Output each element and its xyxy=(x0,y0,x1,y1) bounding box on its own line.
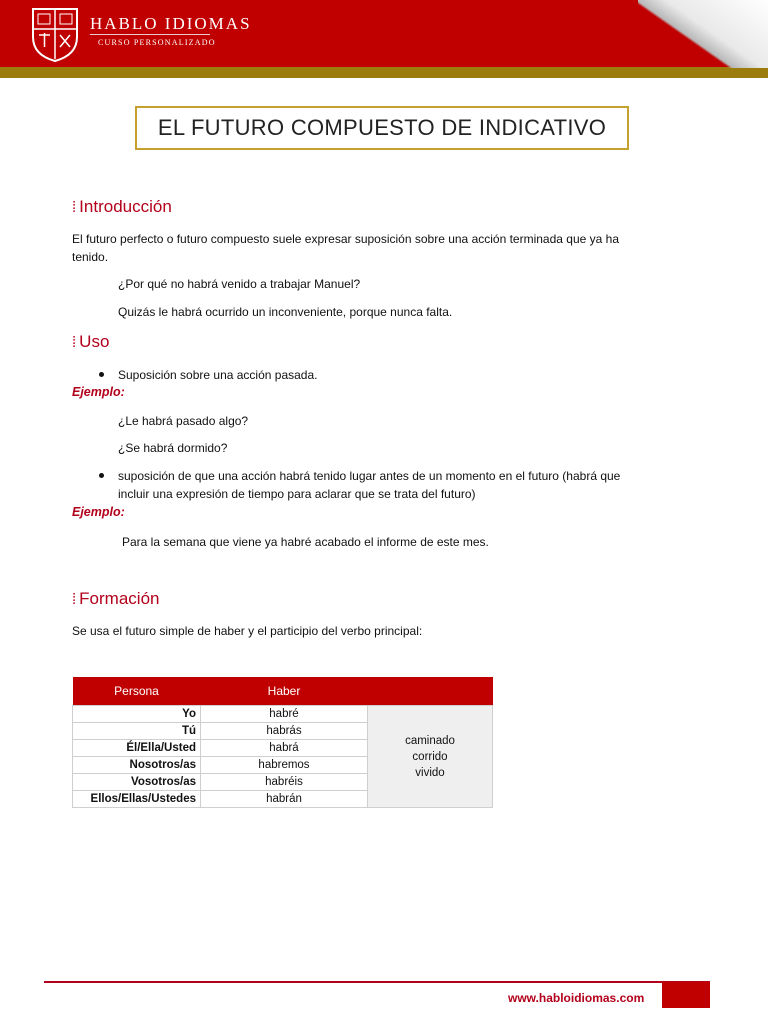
persona-cell: Yo xyxy=(73,706,201,723)
intro-example-1: ¿Por qué no habrá venido a trabajar Manuel? xyxy=(118,277,361,291)
participle-item: corrido xyxy=(412,750,448,763)
footer-red-block xyxy=(662,982,710,1008)
participle-item: caminado xyxy=(405,734,455,747)
haber-cell: habrás xyxy=(201,723,368,740)
column-header-haber: Haber xyxy=(201,677,368,706)
persona-cell: Vosotros/as xyxy=(73,774,201,791)
section-title: Formación xyxy=(79,589,160,608)
uso-example-1b: ¿Se habrá dormido? xyxy=(118,441,228,455)
formacion-line: Se usa el futuro simple de haber y el participio del verbo principal: xyxy=(72,624,423,638)
section-heading-introduccion xyxy=(72,197,172,217)
participle-item: vivido xyxy=(415,766,445,779)
section-marker-icon: ⁞ xyxy=(72,590,76,608)
section-marker-icon: ⁞ xyxy=(72,198,76,216)
haber-cell: habréis xyxy=(201,774,368,791)
page-header xyxy=(0,0,768,80)
brand-divider xyxy=(90,34,210,35)
footer-divider xyxy=(44,981,710,983)
persona-cell: Él/Ella/Usted xyxy=(73,740,201,757)
persona-cell: Ellos/Ellas/Ustedes xyxy=(73,791,201,808)
example-label: Ejemplo: xyxy=(72,385,125,399)
intro-example-2: Quizás le habrá ocurrido un inconveniente, porque nunca falta. xyxy=(118,305,453,319)
haber-cell: habré xyxy=(201,706,368,723)
column-header-participle xyxy=(368,677,493,706)
brand-tagline: CURSO PERSONALIZADO xyxy=(98,38,216,47)
table-header-row xyxy=(73,677,493,706)
section-marker-icon: ⁞ xyxy=(72,333,76,351)
page-curl-decoration xyxy=(638,0,768,68)
section-title: Introducción xyxy=(79,197,172,216)
page-title: EL FUTURO COMPUESTO DE INDICATIVO xyxy=(135,106,629,150)
haber-cell: habremos xyxy=(201,757,368,774)
section-heading-formacion xyxy=(72,589,159,609)
persona-cell: Tú xyxy=(73,723,201,740)
table-row xyxy=(73,706,493,723)
haber-cell: habrá xyxy=(201,740,368,757)
uso-bullet-2-line-2: incluir una expresión de tiempo para aclarar que se trata del futuro) xyxy=(118,487,476,501)
footer-website-link[interactable]: www.habloidiomas.com xyxy=(508,991,645,1005)
intro-line-1: El futuro perfecto o futuro compuesto suele expresar suposición sobre una acción terminada que ya ha xyxy=(72,232,619,246)
example-label: Ejemplo: xyxy=(72,505,125,519)
uso-example-2: Para la semana que viene ya habré acabado el informe de este mes. xyxy=(122,535,489,549)
intro-line-2: tenido. xyxy=(72,250,109,264)
crest-logo-icon xyxy=(30,5,80,63)
column-header-persona: Persona xyxy=(73,677,201,706)
uso-example-1a: ¿Le habrá pasado algo? xyxy=(118,414,249,428)
section-heading-uso xyxy=(72,332,109,352)
conjugation-table xyxy=(72,677,493,808)
haber-cell: habrán xyxy=(201,791,368,808)
bullet-icon xyxy=(99,473,104,478)
brand-name: HABLO IDIOMAS xyxy=(90,14,252,33)
header-gold-band xyxy=(0,67,768,78)
section-title: Uso xyxy=(79,332,110,351)
bullet-icon xyxy=(99,372,104,377)
participle-cell xyxy=(368,706,493,808)
persona-cell: Nosotros/as xyxy=(73,757,201,774)
uso-bullet-2-line-1: suposición de que una acción habrá tenido lugar antes de un momento en el futuro (habrá que xyxy=(118,469,621,483)
uso-bullet-1: Suposición sobre una acción pasada. xyxy=(118,368,318,382)
